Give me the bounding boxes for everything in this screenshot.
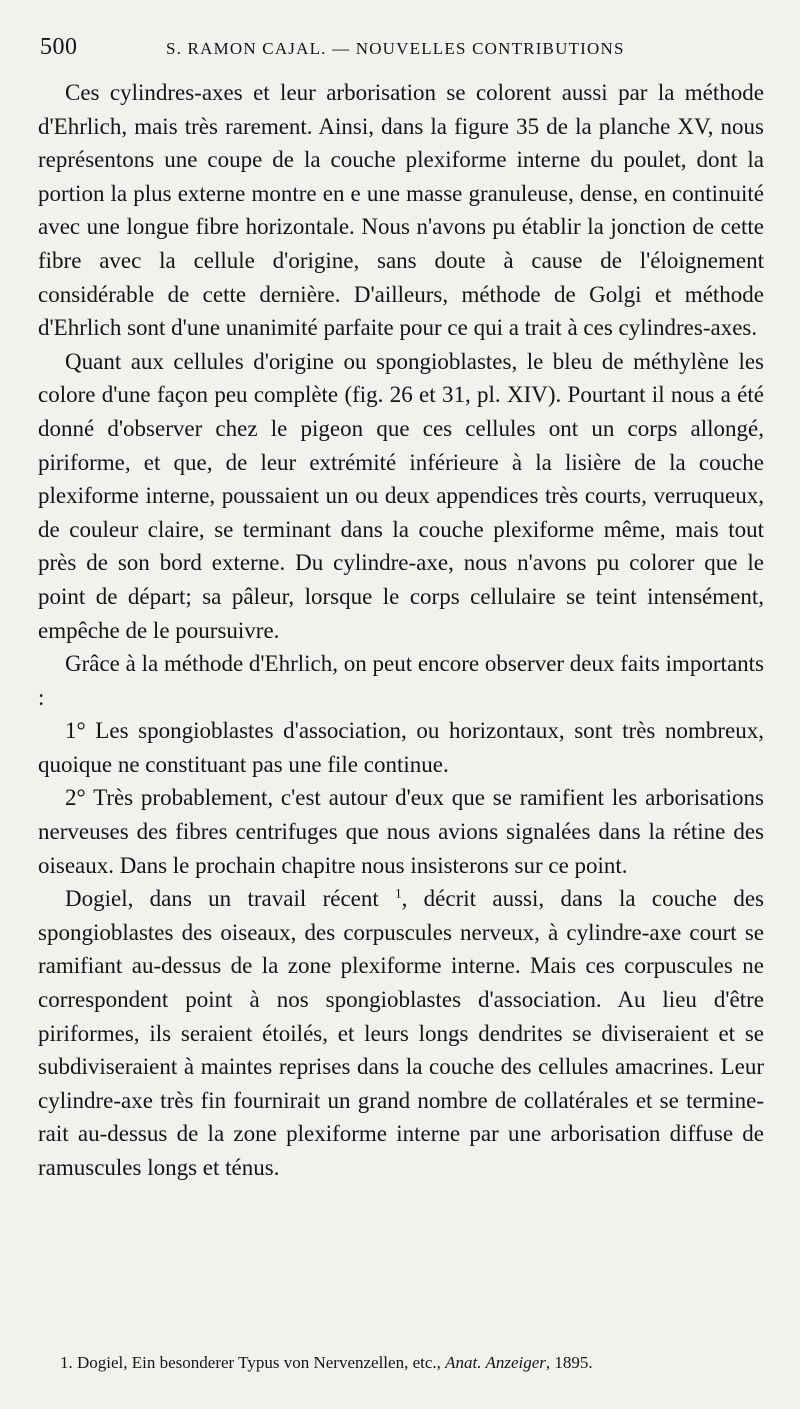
body-text bbox=[38, 76, 764, 1185]
running-title: S. RAMON CAJAL. — NOUVELLES CONTRIBUTIONS bbox=[166, 39, 625, 58]
footnote-reference-mark[interactable]: 1 bbox=[395, 885, 402, 901]
dogiel-text-start: Dogiel, dans un travail récent bbox=[65, 886, 396, 912]
paragraph-cylindres-axes: Ces cylindres-axes et leur arborisation se colorent aussi par la méthode d'Ehrlich, mais très rarement. Ainsi, dans la figure 35 de la planche XV, nous représentons une coupe de la couche plexiforme interne du poulet, dont la portion la plus externe montre en e une masse granuleuse, dense, en continuité avec une longue fibre horizontale. Nous n'avons pu établir la jonction de cette fibre avec la cellule d'origine, sans doute à cause de l'éloignement considérable de cette dernière. D'ailleurs, méthode de Golgi et méthode d'Ehrlich sont d'une unanimité parfaite pour ce qui a trait à ces cylindres-axes. bbox=[38, 80, 764, 341]
paragraph-cellules-origine: Quant aux cellules d'origine ou spongioblastes, le bleu de méthylène les colore d'une façon peu complète (fig. 26 et 31, pl. XIV). Pourtant il nous a été donné d'observer chez le pigeon que ces cellules ont un corps allongé, piriforme, et que, de leur extrémité inférieure à la lisière de la couche plexiforme interne, poussaient un ou deux appendices très courts, verruqueux, de couleur claire, se terminant dans la couche plexiforme même, mais tout près de son bord externe. Du cylindre-axe, nous n'avons pu colorer que le point de départ; sa pâleur, lorsque le corps cellulaire se teint intensément, empêche de le poursuivre. bbox=[38, 348, 764, 643]
paragraph-methode-ehrlich: Grâce à la méthode d'Ehrlich, on peut encore observer deux faits importants : bbox=[38, 651, 764, 710]
footnote-journal: Anat. Anzeiger bbox=[445, 1353, 546, 1372]
footnote-year: , 1895. bbox=[545, 1353, 593, 1372]
footnote bbox=[60, 1352, 593, 1374]
paragraph-dogiel bbox=[38, 882, 764, 1184]
paragraph-point-2: 2° Très probablement, c'est autour d'eux que se ramifient les arborisations nerveuses des fibres centrifuges que nous avions signalées dans la rétine des oiseaux. Dans le prochain chapitre nous insisterons sur ce point. bbox=[38, 785, 764, 878]
running-head bbox=[38, 34, 764, 68]
footnote-text: Dogiel, Ein besonderer Typus von Nervenzellen, etc., bbox=[77, 1353, 441, 1372]
footnote-number: 1. bbox=[60, 1353, 73, 1372]
page-number: 500 bbox=[40, 34, 78, 60]
paragraph-point-1: 1° Les spongioblastes d'association, ou horizontaux, sont très nombreux, quoique ne constituant pas une file continue. bbox=[38, 718, 764, 777]
dogiel-text-rest: , décrit aussi, dans la couche des spongioblastes des oiseaux, des corpuscules nerveux, à cylindre-axe court se ramifiant au-dessus de la zone plexiforme interne. Mais ces corpuscules ne correspondent point à nos spongioblastes d'association. Au lieu d'être piriformes, ils seraient étoilés, et leurs longs dendrites se diviseraient et se subdiviseraient à maintes reprises dans la couche des cellules amacrines. Leur cylindre-axe très fin fournirait un grand nombre de collatérales et se terminerait au-dessus de la zone plexiforme interne par une arborisation diffuse de ramuscules longs et ténus. bbox=[38, 886, 764, 1180]
